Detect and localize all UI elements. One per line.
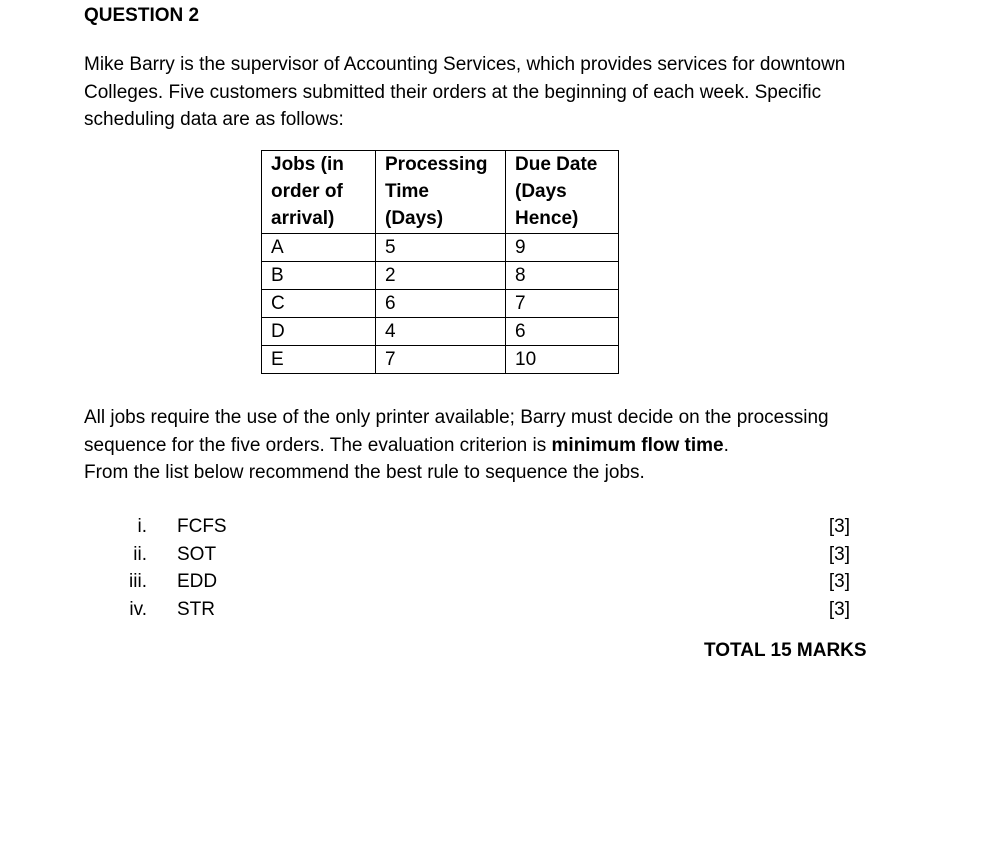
body-line-2: sequence for the five orders. The evaluation criterion is minimum flow time. <box>84 434 729 456</box>
option-marks: [3] <box>828 598 850 620</box>
header-processing-time: Processing Time (Days) <box>376 151 506 234</box>
header-jobs: Jobs (in order of arrival) <box>262 151 376 234</box>
option-label: EDD <box>177 571 218 592</box>
cell-time: 5 <box>376 234 506 262</box>
option-marks: [3] <box>828 543 850 565</box>
option-number: ii. <box>133 543 147 565</box>
option-label: FCFS <box>177 516 227 537</box>
cell-job: B <box>262 262 376 290</box>
option-number: iv. <box>129 598 147 620</box>
intro-line-1: Mike Barry is the supervisor of Accounting Services, which provides services for downtown <box>84 54 846 75</box>
option-marks: [3] <box>828 571 850 592</box>
list-item <box>100 541 860 569</box>
body-line-1: All jobs require the use of the only printer available; Barry must decide on the processing <box>84 407 829 428</box>
cell-due: 10 <box>506 346 619 374</box>
intro-line-2: Colleges. Five customers submitted their orders at the beginning of each week. Specific <box>84 81 822 103</box>
option-number: iii. <box>129 571 147 592</box>
options-list <box>100 513 860 623</box>
cell-due: 9 <box>506 234 619 262</box>
cell-job: A <box>262 234 376 262</box>
body-paragraph <box>84 404 944 487</box>
scheduling-table <box>261 150 619 374</box>
table-row <box>262 234 619 262</box>
cell-due: 7 <box>506 290 619 318</box>
cell-time: 7 <box>376 346 506 374</box>
option-label: SOT <box>177 543 217 565</box>
cell-time: 6 <box>376 290 506 318</box>
table-row <box>262 346 619 374</box>
table-row <box>262 290 619 318</box>
cell-job: D <box>262 318 376 346</box>
table-header-row <box>262 151 619 234</box>
total-marks: TOTAL 15 MARKS <box>704 640 867 661</box>
cell-due: 8 <box>506 262 619 290</box>
cell-job: C <box>262 290 376 318</box>
list-item <box>100 568 860 596</box>
option-label: STR <box>177 598 215 620</box>
cell-job: E <box>262 346 376 374</box>
criterion-emphasis: minimum flow time <box>551 434 724 456</box>
cell-time: 2 <box>376 262 506 290</box>
header-due-date: Due Date (Days Hence) <box>506 151 619 234</box>
intro-paragraph <box>84 51 944 134</box>
table-row <box>262 262 619 290</box>
table-row <box>262 318 619 346</box>
question-heading: QUESTION 2 <box>84 5 200 26</box>
cell-time: 4 <box>376 318 506 346</box>
intro-line-3: scheduling data are as follows: <box>84 109 344 130</box>
cell-due: 6 <box>506 318 619 346</box>
body-line-3: From the list below recommend the best rule to sequence the jobs. <box>84 462 645 483</box>
option-marks: [3] <box>828 516 850 537</box>
list-item <box>100 513 860 541</box>
list-item <box>100 596 860 624</box>
option-number: i. <box>137 516 147 537</box>
